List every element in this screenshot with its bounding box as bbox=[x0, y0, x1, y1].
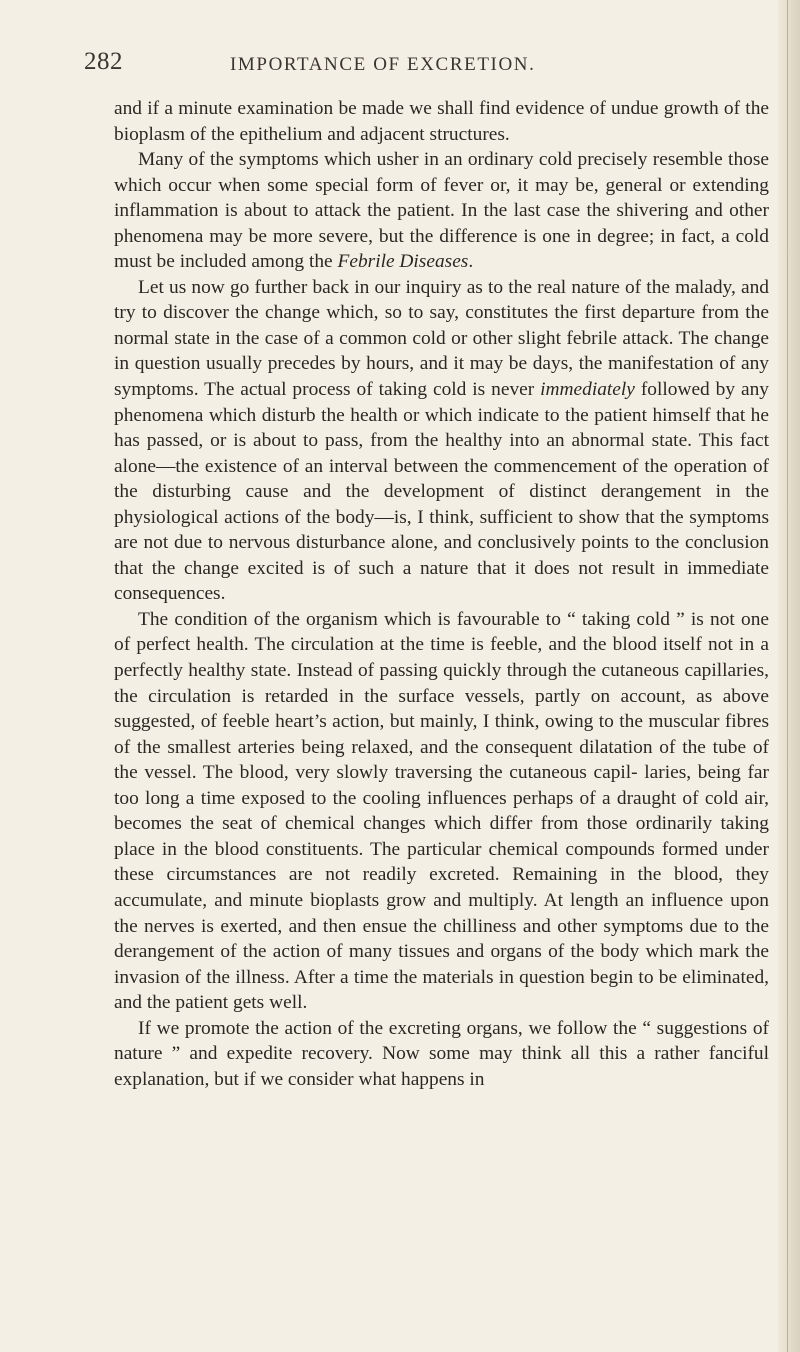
paragraph-3-text: Let us now go further back in our inquiry as to the real nature of the malady, and try to discover the change which, so to say, constitutes the first departure from the normal state in the case of a common cold or other slight febrile attack. The change in question usually precedes by hours, and it may be days, the manifestation of any symptoms. The actual process of taking cold is never bbox=[114, 276, 769, 401]
paragraph-2-text-end: . bbox=[468, 251, 474, 273]
paragraph-3 bbox=[114, 275, 769, 607]
italic-immediately: immediately bbox=[540, 379, 635, 401]
body-text bbox=[114, 96, 769, 1092]
paragraph-1-text: and if a minute examination be made we shall find evidence of undue growth of the bioplasm of the epithelium and adjacent structures. bbox=[114, 98, 769, 145]
italic-febrile-diseases: Febrile Diseases bbox=[337, 251, 469, 273]
paragraph-3-text-end: followed by any phenomena which disturb the health or which indicate to the patient himself that he has passed, or is about to pass, from the healthy into an abnormal state. This fact alone—the existence of an interval between the commencement of the operation of the disturbing cause and the development of distinct derangement in the physiological actions of the body—is, I think, sufficient to show that the symptoms are not due to nervous disturbance alone, and conclusively points to the conclusion that the change excited is of such a nature that it does not result in immediate consequences. bbox=[114, 379, 769, 605]
paragraph-5-text: If we promote the action of the excreting organs, we follow the “ suggestions of nature ” and expedite recovery. Now some may think all this a rather fanciful explanation, but if we consider what happens in bbox=[114, 1017, 769, 1090]
page-header bbox=[84, 48, 724, 82]
paragraph-4 bbox=[114, 607, 769, 1016]
paragraph-4-text: The condition of the organism which is favourable to “ taking cold ” is not one of perfect health. The circulation at the time is feeble, and the blood itself not in a perfectly healthy state. Instead of passing quickly through the cutaneous capillaries, the circulation is retarded in the surface vessels, partly on account, as above suggested, of feeble heart’s action, but mainly, I think, owing to the muscular fibres of the smallest arteries being relaxed, and the consequent dilatation of the tube of the vessel. The blood, very slowly traversing the cutaneous capil- laries, being far too long a time exposed to the cooling influences perhaps of a draught of cold air, becomes the seat of chemical changes which differ from those ordinarily taking place in the blood constituents. The particular chemical compounds formed under these circumstances are not readily excreted. Remaining in the blood, they accumulate, and minute bioplasts grow and multiply. At length an influence upon the nerves is exerted, and then ensue the chilliness and other symptoms due to the derangement of the action of many tissues and organs of the body which mark the invasion of the illness. After a time the materials in question begin to be eliminated, and the patient gets well. bbox=[114, 608, 769, 1014]
paragraph-1 bbox=[114, 96, 769, 147]
running-head: IMPORTANCE OF EXCRETION. bbox=[230, 54, 536, 75]
page-edge bbox=[778, 0, 800, 1352]
page-edge-line bbox=[787, 0, 788, 1352]
page-number: 282 bbox=[84, 48, 123, 75]
paragraph-2 bbox=[114, 147, 769, 275]
paragraph-5 bbox=[114, 1016, 769, 1093]
paragraph-2-text: Many of the symptoms which usher in an ordinary cold precisely resemble those which occur when some special form of fever or, it may be, general or extending inflammation is about to attack the patient. In the last case the shivering and other phenomena may be more severe, but the difference is one in degree; in fact, a cold must be included among the bbox=[114, 149, 769, 273]
